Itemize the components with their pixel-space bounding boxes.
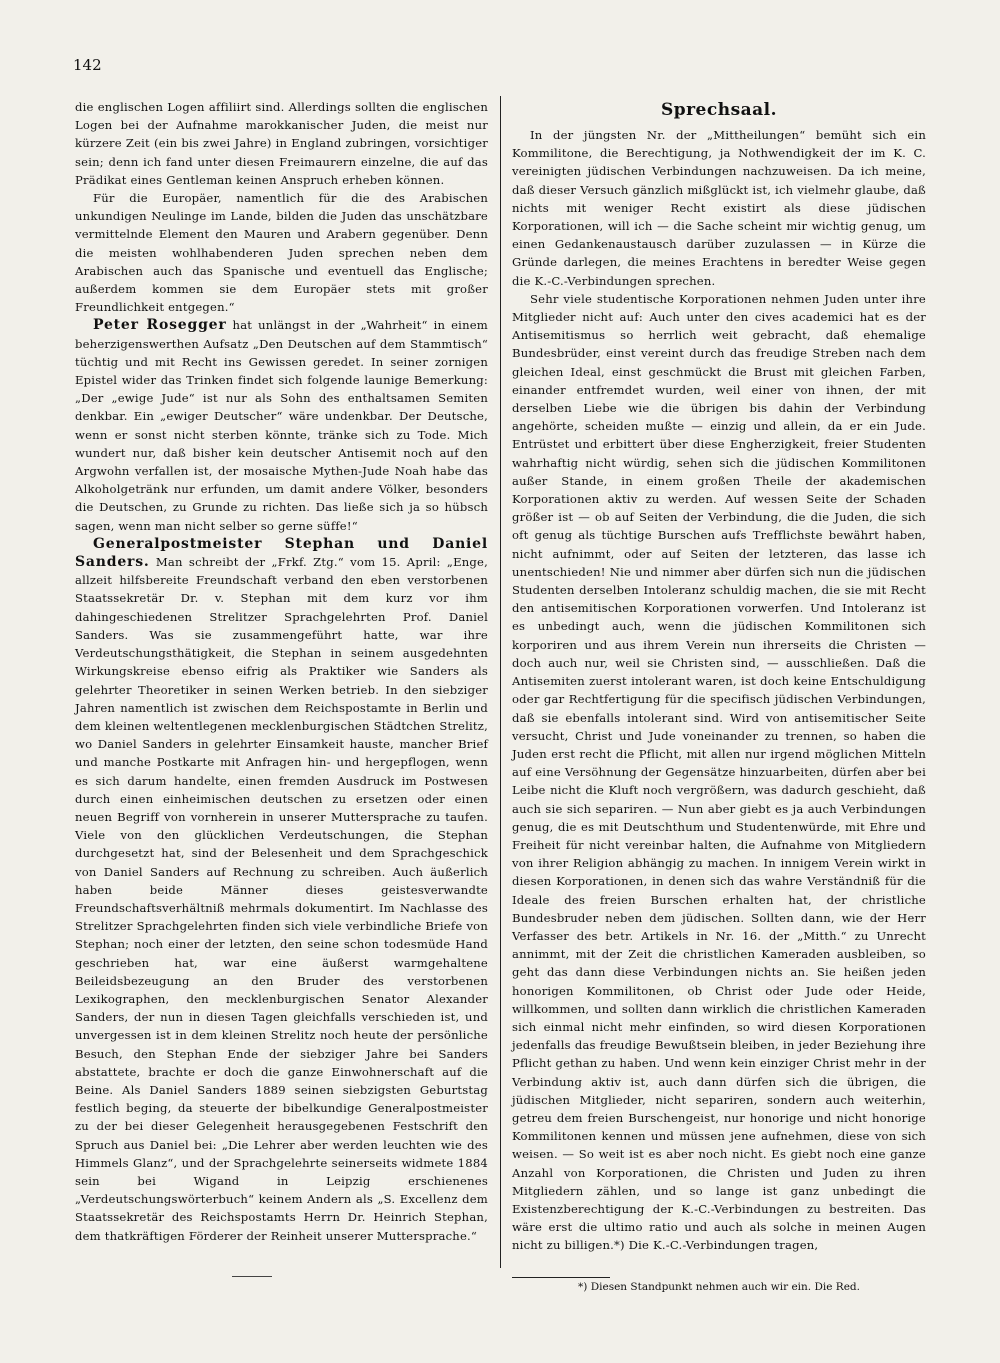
- footnote-rule: [512, 1277, 610, 1278]
- left-column: [75, 98, 488, 1245]
- stephan-sanders-body: Man schreibt der „Frkf. Ztg.“ vom 15. April: „Enge, allzeit hilfsbereite Freundschaft verband den eben verstorbenen Staatssekretär Dr. v. Stephan mit dem kurz vor ihm dahingeschiedenen Strelitzer Sprachgelehrten Prof. Daniel Sanders. Was sie zusammengeführt hatte, war ihre Verdeutschungsthätigkeit, die Stephan in seinem ausgedehnten Wirkungskreise ebenso eifrig als Praktiker wie Sanders als gelehrter Theoretiker in seinen Werken betrieb. In den siebziger Jahren namentlich ist zwischen dem Reichspostamte in Berlin und dem kleinen weltentlegenen mecklenburgischen Städtchen Strelitz, wo Daniel Sanders in gelehrter Einsamkeit hauste, mancher Brief und manche Postkarte mit Anfragen hin- und hergepflogen, wenn es sich darum handelte, einen fremden Ausdruck im Postwesen durch einen einheimischen deutschen zu ersetzen oder einen neuen Begriff von vornherein in unserer Muttersprache zu taufen. Viele von den glücklichen Verdeutschungen, die Stephan durchgesetzt hat, sind der Belesenheit und dem Sprachgeschick von Daniel Sanders auf Rechnung zu schreiben. Auch äußerlich haben beide Männer dieses geistesverwandte Freundschaftsverhältniß mehrmals dokumentirt. Im Nachlasse des Strelitzer Sprachgelehrten finden sich viele verbindliche Briefe von Stephan; noch einer der letzten, den seine schon todesmüde Hand geschrieben hat, war eine äußerst warmgehaltene Beileidsbezeugung an den Bruder des verstorbenen Lexikographen, den mecklenburgischen Senator Alexander Sanders, der nun in diesen Tagen gleichfalls verschieden ist, und unvergessen ist in dem kleinen Strelitz noch heute der persönliche Besuch, den Stephan Ende der siebziger Jahre bei Sanders abstattete, brachte er doch die ganze Einwohnerschaft auf die Beine. Als Daniel Sanders 1889 seinen siebzigsten Geburtstag festlich beging, da steuerte der bibelkundige Generalpostmeister zu der bei dieser Gelegenheit herausgegebenen Festschrift den Spruch aus Daniel bei: „Die Lehrer aber werden leuchten wie des Himmels Glanz“, und der Sprachgelehrte seinerseits widmete 1884 sein bei Wigand in Leipzig erschienenes „Verdeutschungswörterbuch“ keinem Andern als „S. Excellenz dem Staatssekretär des Reichspostamts Herrn Dr. Heinrich Stephan, dem thatkräftigen Förderer der Reinheit unserer Muttersprache.“: [75, 555, 488, 1243]
- rosegger-headline: Peter Rosegger: [93, 317, 227, 334]
- page-number: 142: [73, 56, 102, 74]
- left-paragraph-logen: die englischen Logen affiliirt sind. Allerdings sollten die englischen Logen bei der Aufnahme marokkanischer Juden, die meist nur kürzere Zeit (ein bis zwei Jahre) in England zubringen, vorsichtiger sein; denn ich fand unter diesen Freimaurern einzelne, die auf das Prädikat eines Gentleman keinen Anspruch erheben können.: [75, 100, 488, 187]
- left-paragraph-europaeer: Für die Europäer, namentlich für die des Arabischen unkundigen Neulinge im Lande, bilden die Juden das unschätzbare vermittelnde Element den Mauren und Arabern gegenüber. Denn die meisten wohlhabenderen Juden sprechen neben dem Arabischen auch das Spanische und eventuell das Englische; außerdem kommen sie dem Europäer stets mit großer Freundlichkeit entgegen.“: [75, 191, 488, 315]
- stephan-sanders-headline: Generalpostmeister Stephan und Daniel Sanders.: [75, 535, 488, 571]
- left-paragraph-rosegger: [75, 316, 488, 534]
- right-column: [512, 98, 926, 1255]
- section-title-sprechsaal: Sprechsaal.: [660, 100, 778, 120]
- footnote: *) Diesen Standpunkt nehmen auch wir ein. Die Red.: [578, 1281, 860, 1293]
- article-end-rule: [232, 1276, 272, 1277]
- column-divider: [500, 96, 501, 1268]
- right-paragraph-main: Sehr viele studentische Korporationen nehmen Juden unter ihre Mitglieder nicht auf: Auch unter den cives academici hat es der Antisemitismus so herrlich weit gebracht, daß ehemalige Bundesbrüder, einst vereint durch das freudige Streben nach dem gleichen Ideal, einst geschmückt die Brust mit gleichen Farben, einander entfremdet wurden, weil einer von ihnen, der mit derselben Liebe wie die übrigen bis dahin der Verbindung angehörte, scheiden mußte — einzig und allein, da er ein Jude. Entrüstet und erbittert über diese Engherzigkeit, freier Studenten wahrhaftig nicht würdig, sehen sich die jüdischen Kommilitonen außer Stande, in einem großen Theile der akademischen Korporationen aktiv zu werden. Auf wessen Seite der Schaden größer ist — ob auf Seiten der Verbindung, die die Juden, die sich oft genug als tüchtige Burschen aufs Trefflichste bewährt haben, nicht aufnimmt, oder auf Seiten der letzteren, das lasse ich unentschieden! Nie und nimmer aber dürfen sich nun die jüdischen Studenten derselben Intoleranz schuldig machen, die sie mit Recht den antisemitischen Korporationen vorwerfen. Und Intoleranz ist es unbedingt auch, wenn die jüdischen Kommilitonen sich korporiren und aus ihrem Verein nun ihrerseits die Christen — doch auch nur, weil sie Christen sind, — ausschließen. Daß die Antisemiten zuerst intolerant waren, ist doch keine Entschuldigung oder gar Rechtfertigung für die specifisch jüdischen Verbindungen, daß sie ebenfalls intolerant sind. Wird von antisemitischer Seite versucht, Christ und Jude voneinander zu trennen, so haben die Juden erst recht die Pflicht, mit allen nur irgend möglichen Mitteln auf eine Versöhnung der Gegensätze hinzuarbeiten, dürfen aber bei Leibe nicht die Kluft noch vergrößern, was dadurch geschieht, daß auch sie sich separiren. — Nun aber giebt es ja auch Verbindungen genug, die es mit Deutschthum und Studentenwürde, mit Ehre und Freiheit für nicht vereinbar halten, die Aufnahme von Mitgliedern von ihrer Religion abhängig zu machen. In innigem Verein wirkt in diesen Korporationen, in denen sich das wahre Verständniß für die Ideale des freien Burschen erhalten hat, der christliche Bundesbruder neben dem jüdischen. Sollten dann, wie der Herr Verfasser des betr. Artikels in Nr. 16. der „Mitth.“ zu Unrecht annimmt, mit der Zeit die christlichen Kameraden ausbleiben, so geht das dann diese Verbindungen nichts an. Sie heißen jeden honorigen Kommilitonen, ob Christ oder Jude oder Heide, willkommen, und sollten dann wirklich die christlichen Kameraden sich einmal nicht mehr einfinden, so wird diesen Korporationen jedenfalls das freudige Bewußtsein bleiben, in jeder Beziehung ihre Pflicht gethan zu haben. Und wenn kein einziger Christ mehr in der Verbindung aktiv ist, auch dann dürfen sich die übrigen, die jüdischen Mitglieder, nicht separiren, sondern auch weiterhin, getreu dem freien Burschengeist, nur honorige und nicht honorige Kommilitonen kennen und müssen jene aufnehmen, diese von sich weisen. — So weit ist es aber noch nicht. Es giebt noch eine ganze Anzahl von Korporationen, die Christen und Juden zu ihren Mitgliedern zählen, und so lange ist ganz unbedingt die Existenzberechtigung der K.-C.-Verbindungen zu bestreiten. Das wäre erst die ultimo ratio und auch als solche in meinen Augen nicht zu billigen.*) Die K.-C.-Verbindungen tragen,: [512, 291, 926, 1253]
- left-paragraph-stephan-sanders: [75, 535, 488, 1245]
- right-paragraph-intro: In der jüngsten Nr. der „Mittheilungen“ bemüht sich ein Kommilitone, die Berechtigung, ja Nothwendigkeit der im K. C. vereinigten jüdischen Verbindungen nachzuweisen. Da ich meine, daß dieser Versuch gänzlich mißglückt ist, ich vielmehr glaube, daß nichts mit weniger Recht existirt als diese jüdischen Korporationen, will ich — die Sache scheint mir wichtig genug, um einen Gedankenaustausch darüber zuzulassen — in Kürze die Gründe darlegen, die meines Erachtens in beredter Weise gegen die K.-C.-Verbindungen sprechen.: [512, 128, 926, 288]
- rosegger-body: hat unlängst in der „Wahrheit“ in einem beherzigenswerthen Aufsatz „Den Deutschen auf dem Stammtisch“ tüchtig und mit Recht ins Gewissen geredet. In seiner zornigen Epistel wider das Trinken findet sich folgende launige Bemerkung: „Der „ewige Jude“ ist nur als Sohn des enthaltsamen Semiten denkbar. Ein „ewiger Deutscher“ wäre undenkbar. Der Deutsche, wenn er sonst nicht sterben könnte, tränke sich zu Tode. Mich wundert nur, daß bisher kein deutscher Antisemit noch auf den Argwohn verfallen ist, der mosaische Mythen-Jude Noah habe das Alkoholgetränk nur erfunden, um damit andere Völker, besonders die Deutschen, zu Grunde zu richten. Das ließe sich ja so hübsch sagen, wenn man nicht selber so gerne süffe!“: [75, 318, 488, 533]
